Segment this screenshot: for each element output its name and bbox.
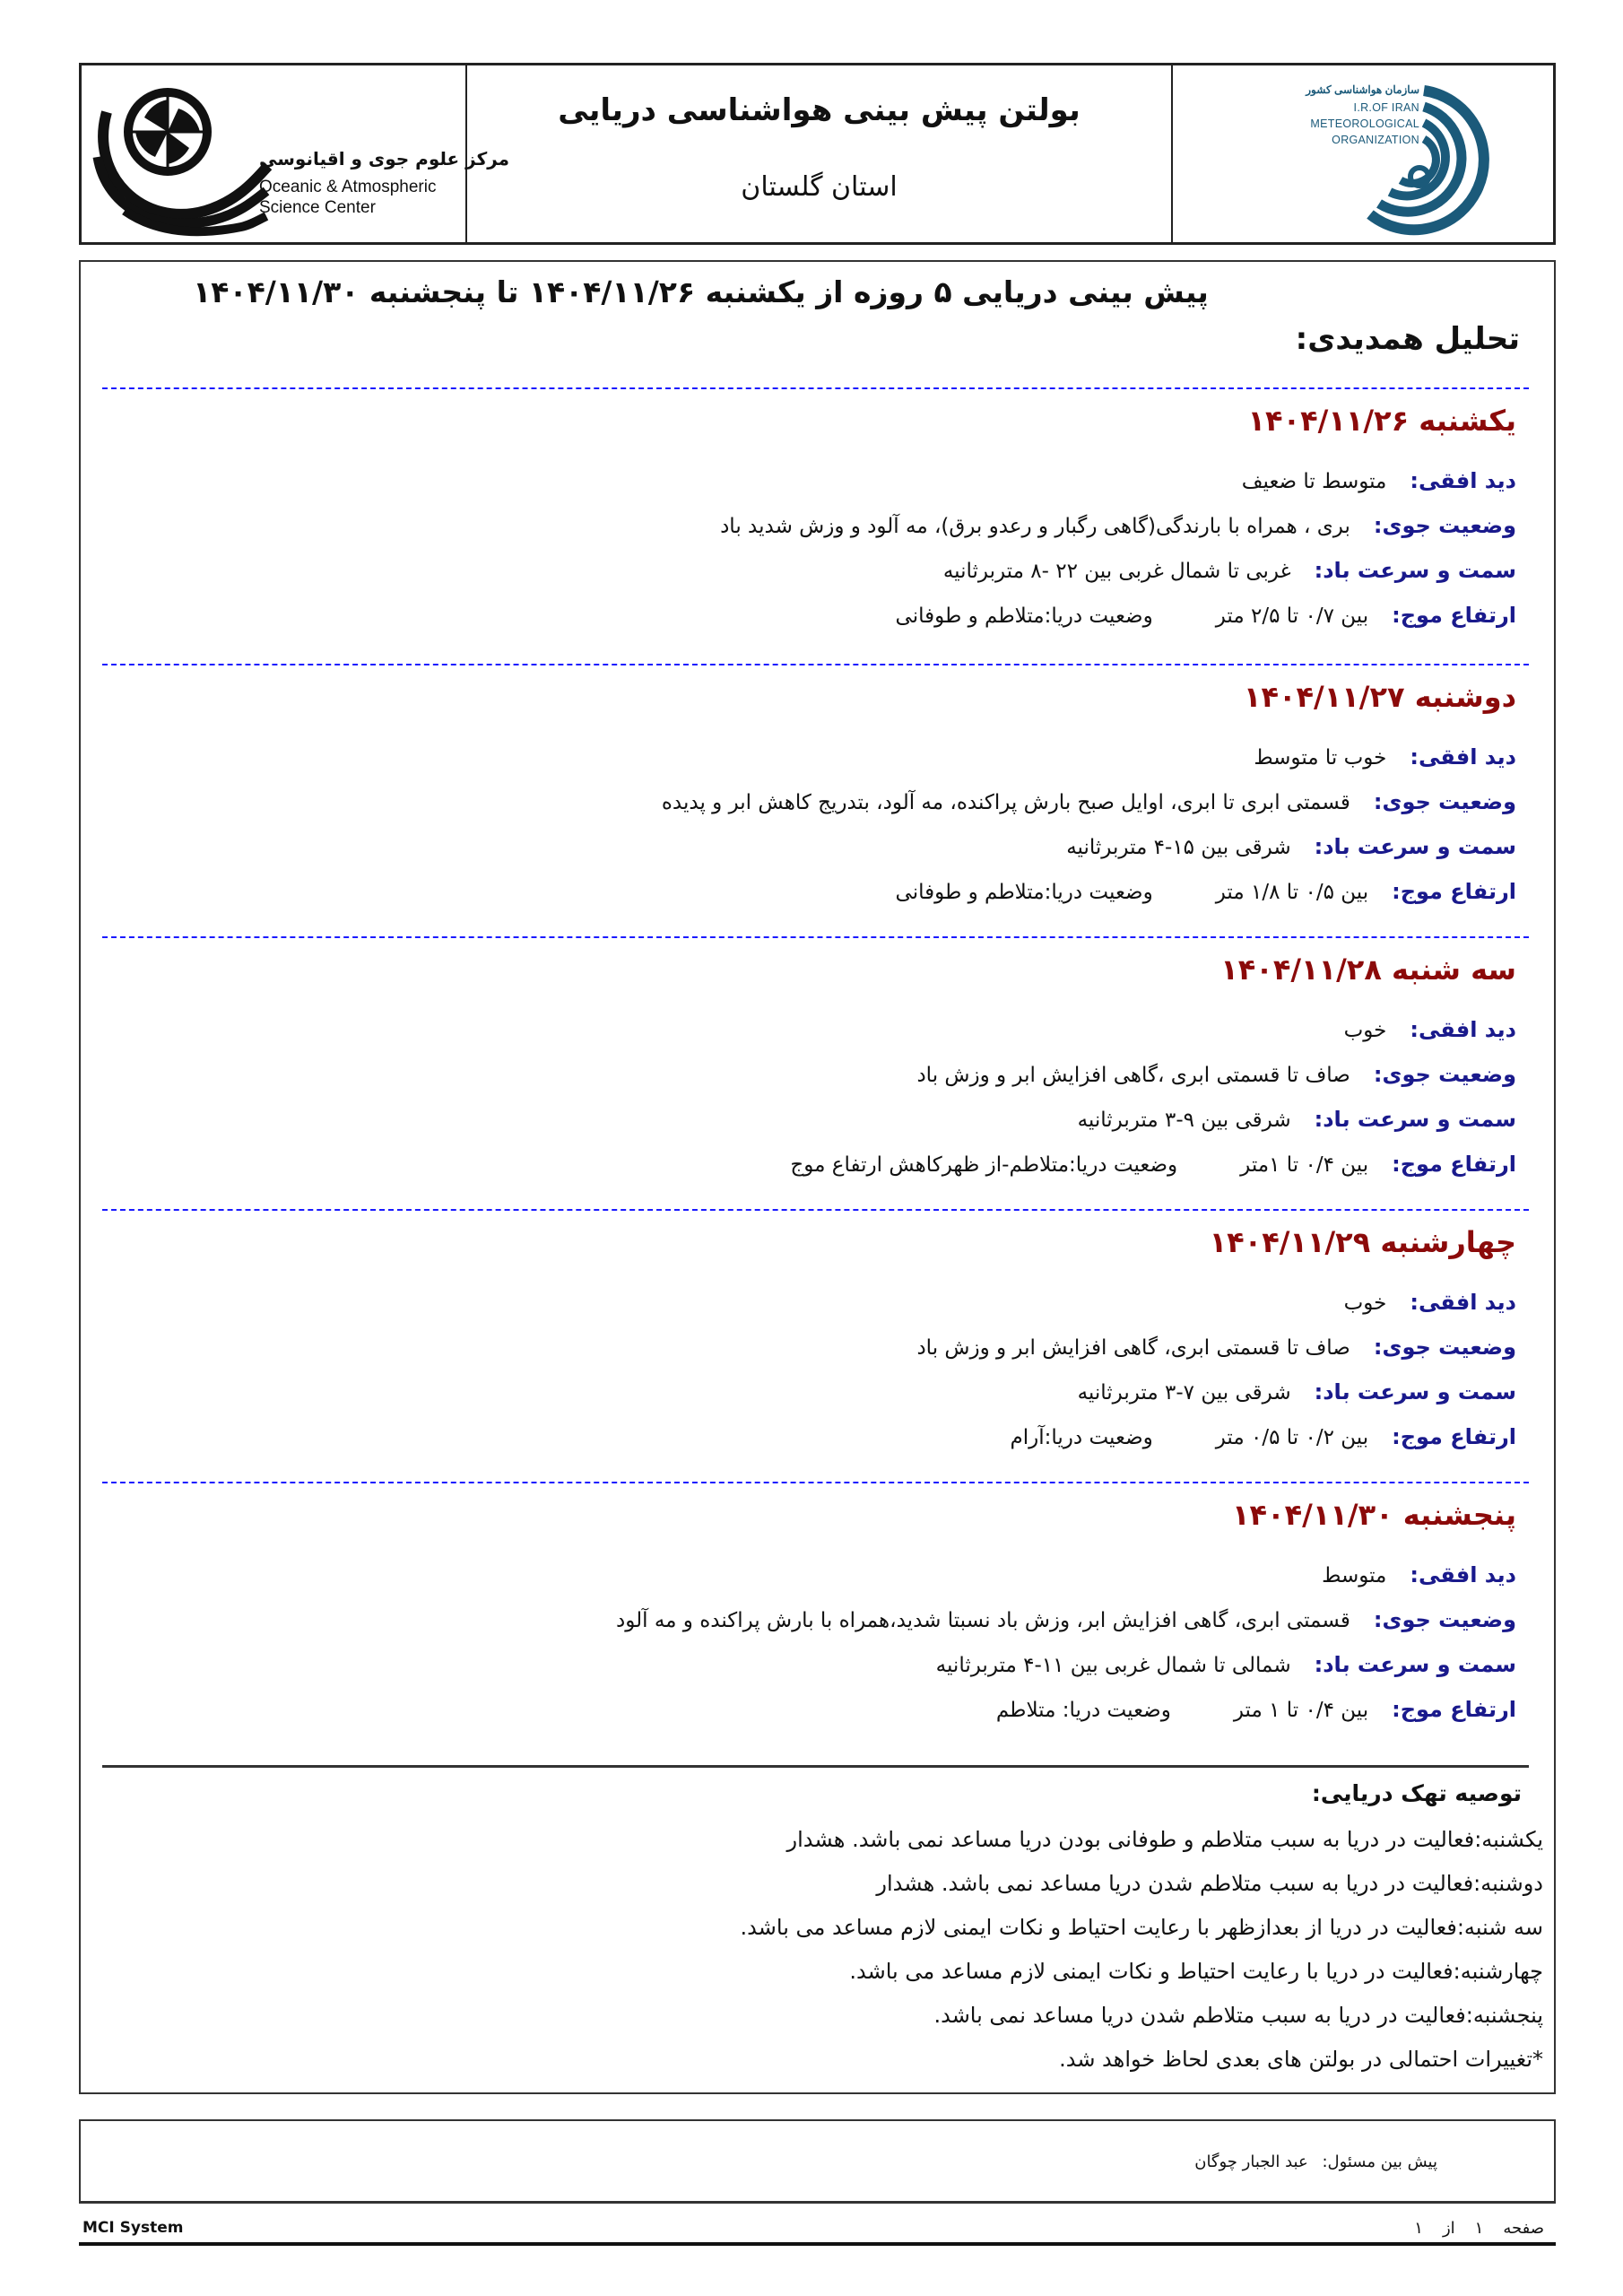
weather-value: بری ، همراه با بارندگی(گاهی رگبار و رعدو برق)، مه آلود و وزش شدید باد [720,515,1350,538]
oceanic-center-name-en-line2: Science Center [259,198,376,217]
weather-label: وضعیت جوی: [1373,513,1516,538]
visibility-row [1322,1562,1516,1587]
forecaster-box [79,2119,1556,2204]
weather-label: وضعیت جوی: [1373,789,1516,814]
met-org-line2: METEOROLOGICAL [1310,117,1419,130]
wave-row [896,603,1516,628]
advice-note: *تغییرات احتمالی در بولتن های بعدی لحاظ خواهد شد. [1059,2047,1543,2072]
advice-line: یکشنبه:فعالیت در دریا به سبب متلاطم و طوفانی بودن دریا مساعد نمی باشد. هشدار [786,1827,1543,1852]
synoptic-analysis-heading: تحلیل همدیدی: [1295,321,1520,357]
sea-state-value: وضعیت دریا:متلاطم و طوفانی [895,881,1153,904]
met-org-line1: I.R.OF IRAN [1353,101,1419,114]
visibility-label: دید افقی: [1410,1290,1516,1315]
weather-value: صاف تا قسمتی ابری ،گاهی افزایش ابر و وزش باد [916,1064,1350,1087]
sea-state-value: وضعیت دریا: متلاطم [995,1699,1171,1722]
oceanic-center-name-en-line1: Oceanic & Atmospheric [259,178,437,196]
wave-row [996,1697,1516,1722]
wind-row [1078,1107,1516,1132]
day-heading: دوشنبه ۱۴۰۴/۱۱/۲۷ [1243,680,1516,714]
forecaster-name: عبد الجبار چوگان [1194,2152,1308,2171]
wind-value: شرقی بین ۷-۳ متربرثانیه [1077,1381,1291,1405]
sea-state-value: وضعیت دریا:آرام [1010,1426,1153,1449]
section-separator [102,1209,1529,1211]
advice-divider [102,1765,1529,1768]
weather-row [616,1607,1516,1632]
wind-label: سمت و سرعت باد: [1314,834,1516,859]
wave-value: بین ۰/۵ تا ۱/۸ متر [1215,881,1369,904]
weather-row [916,1062,1516,1087]
visibility-row [1242,468,1516,493]
province-name: استان گلستان [741,171,898,203]
wave-label: ارتفاع موج: [1392,1152,1516,1177]
wave-label: ارتفاع موج: [1392,603,1516,628]
page-indicator [1394,2219,1544,2238]
wave-label: ارتفاع موج: [1392,879,1516,904]
section-separator [102,387,1529,389]
forecaster-label: پیش بین مسئول: [1322,2152,1437,2171]
advice-line: سه شنبه:فعالیت در دریا از بعدازظهر با رعایت احتیاط و نکات ایمنی لازم مساعد می باشد. [740,1915,1543,1940]
weather-label: وضعیت جوی: [1373,1062,1516,1087]
day-heading: سه شنبه ۱۴۰۴/۱۱/۲۸ [1220,952,1516,987]
visibility-row [1344,1290,1516,1315]
visibility-value: متوسط [1322,1564,1387,1587]
advice-line: چهارشنبه:فعالیت در دریا با رعایت احتیاط و نکات ایمنی لازم مساعد می باشد. [849,1959,1543,1984]
wind-value: غربی تا شمال غربی بین ۲۲ -۸ متربرثانیه [942,560,1291,583]
met-org-line3: ORGANIZATION [1332,134,1419,146]
visibility-label: دید افقی: [1410,744,1516,770]
page-total: ۱ [1414,2219,1423,2238]
wind-value: شرقی بین ۹-۳ متربرثانیه [1077,1109,1291,1132]
wind-row [1078,1379,1516,1405]
weather-value: قسمتی ابری تا ابری، اوایل صبح بارش پراکنده، مه آلود، بتدریج کاهش ابر و پدیده [661,791,1350,814]
wave-value: بین ۰/۴ تا ۱متر [1240,1153,1369,1177]
sea-state-value: وضعیت دریا:متلاطم-از ظهرکاهش ارتفاع موج [790,1153,1178,1177]
section-separator [102,664,1529,665]
wind-row [936,1652,1516,1677]
wind-label: سمت و سرعت باد: [1314,1107,1516,1132]
wave-label: ارتفاع موج: [1392,1424,1516,1449]
visibility-row [1254,744,1516,770]
visibility-row [1344,1017,1516,1042]
advice-line: دوشنبه:فعالیت در دریا به سبب متلاطم شدن دریا مساعد نمی باشد. هشدار [876,1871,1543,1896]
visibility-value: خوب تا متوسط [1254,746,1387,770]
wind-value: شمالی تا شمال غربی بین ۱۱-۴ متربرثانیه [935,1654,1291,1677]
page-current: ۱ [1474,2219,1484,2238]
header-title-cell [467,65,1173,242]
visibility-value: خوب [1343,1019,1387,1042]
visibility-value: متوسط تا ضعیف [1241,470,1387,493]
bulletin-title: بولتن پیش بینی هواشناسی دریایی [558,92,1081,128]
visibility-label: دید افقی: [1410,1562,1516,1587]
wave-row [790,1152,1516,1177]
weather-value: قسمتی ابری، گاهی افزایش ابر، وزش باد نسبتا شدید،همراه با بارش پراکنده و مه آلود [615,1609,1350,1632]
wave-row [1011,1424,1517,1449]
section-separator [102,936,1529,938]
page-of: از [1442,2219,1455,2238]
sea-state-value: وضعیت دریا:متلاطم و طوفانی [895,604,1153,628]
wave-value: بین ۰/۴ تا ۱ متر [1233,1699,1369,1722]
bulletin-header [79,63,1556,245]
weather-row [916,1335,1516,1360]
advice-heading: توصیه تهک دریایی: [1311,1780,1522,1806]
weather-label: وضعیت جوی: [1373,1607,1516,1632]
wind-label: سمت و سرعت باد: [1314,1652,1516,1677]
header-right-logo-cell [1173,65,1553,242]
wind-label: سمت و سرعت باد: [1314,558,1516,583]
header-left-logo-cell [82,65,510,242]
forecast-period-title: پیش بینی دریایی ۵ روزه از یکشنبه ۱۴۰۴/۱۱/۲۶ تا پنجشنبه ۱۴۰۴/۱۱/۳۰ [193,274,1209,309]
weather-value: صاف تا قسمتی ابری، گاهی افزایش ابر و وزش باد [916,1336,1350,1360]
weather-label: وضعیت جوی: [1373,1335,1516,1360]
wave-value: بین ۰/۷ تا ۲/۵ متر [1215,604,1369,628]
visibility-label: دید افقی: [1410,1017,1516,1042]
page-word: صفحه [1503,2219,1544,2238]
day-heading: چهارشنبه ۱۴۰۴/۱۱/۲۹ [1209,1225,1516,1259]
met-org-name-fa: سازمان هواشناسی کشور [1306,83,1419,96]
day-heading: پنجشنبه ۱۴۰۴/۱۱/۳۰ [1232,1498,1516,1532]
forecaster-line [1194,2152,1437,2171]
wave-label: ارتفاع موج: [1392,1697,1516,1722]
visibility-label: دید افقی: [1410,468,1516,493]
wind-row [943,558,1516,583]
day-heading: یکشنبه ۱۴۰۴/۱۱/۲۶ [1247,404,1516,438]
wave-value: بین ۰/۲ تا ۰/۵ متر [1215,1426,1369,1449]
oceanic-center-name-fa: مرکز علوم جوی و اقیانوسی [259,148,510,170]
wave-row [896,879,1516,904]
wind-value: شرقی بین ۱۵-۴ متربرثانیه [1066,836,1291,859]
forecast-body [79,260,1556,2094]
visibility-value: خوب [1343,1292,1387,1315]
section-separator [102,1482,1529,1483]
wind-row [1066,834,1516,859]
system-name: MCI System [82,2219,184,2237]
footer-rule [79,2242,1556,2246]
weather-row [720,513,1516,538]
wind-label: سمت و سرعت باد: [1314,1379,1516,1405]
advice-line: پنجشنبه:فعالیت در دریا به سبب متلاطم شدن دریا مساعد نمی باشد. [933,2003,1543,2028]
weather-row [662,789,1516,814]
